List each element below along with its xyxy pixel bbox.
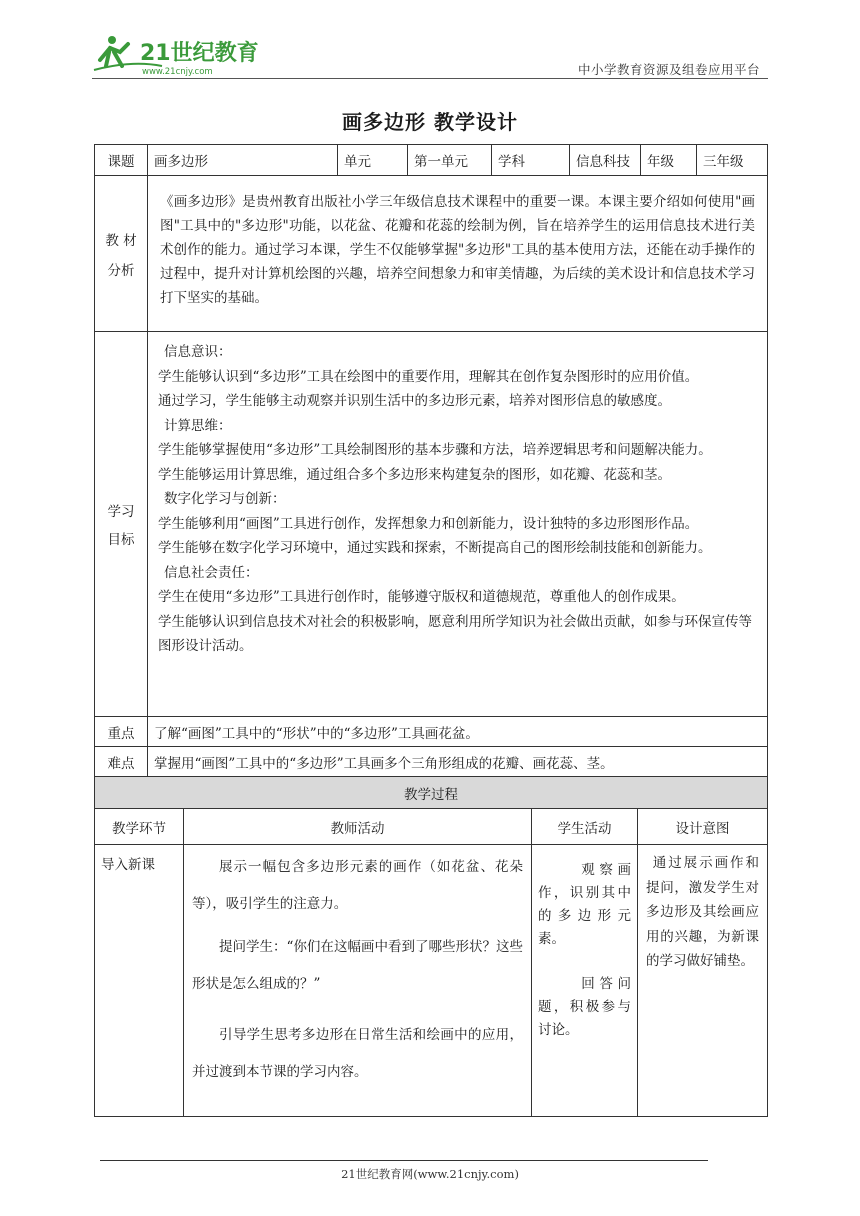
analysis-label: 教 材 分析 [95, 176, 148, 332]
teacher-activity-cell [184, 845, 532, 1117]
svg-text:21世纪教育: 21世纪教育 [140, 41, 259, 66]
difficulty-text: 掌握用“画图”工具中的“多边形”工具画多个三角形组成的花瓣、画花蕊、茎。 [148, 747, 768, 777]
table-row [95, 845, 768, 1117]
teacher-activity-1: 展示一幅包含多边形元素的画作（如花盆、花朵等），吸引学生的注意力。 [192, 859, 523, 912]
student-activity-cell [532, 845, 638, 1117]
subject-label: 学科 [492, 145, 570, 176]
unit-value: 第一单元 [408, 145, 492, 176]
col-header-teacher: 教师活动 [184, 809, 532, 845]
col-header-stage: 教学环节 [95, 809, 184, 845]
objective-item: 学生能够在数字化学习环境中，通过实践和探索，不断提高自己的图形绘制技能和创新能力。 [158, 540, 712, 556]
header-divider [92, 78, 768, 79]
objective-heading: 信息社会责任： [164, 564, 259, 581]
objective-item: 学生能够认识到“多边形”工具在绘图中的重要作用，理解其在创作复杂图形时的应用价值。 [158, 368, 699, 385]
objective-item: 学生能够运用计算思维，通过组合多个多边形来构建复杂的图形，如花瓣、花蕊和茎。 [158, 466, 671, 483]
difficulty-label: 难点 [95, 747, 148, 777]
objective-heading: 信息意识： [164, 344, 232, 360]
col-header-design: 设计意图 [638, 809, 768, 845]
footer-text: 21世纪教育网(www.21cnjy.com) [341, 1167, 519, 1181]
key-point-text: 了解“画图”工具中的“形状”中的“多边形”工具画花盆。 [148, 717, 768, 747]
topic-label: 课题 [95, 145, 148, 176]
document-title: 画多边形 教学设计 [342, 110, 518, 134]
objective-heading: 数字化学习与创新： [164, 491, 286, 507]
key-point-label: 重点 [95, 717, 148, 747]
objectives-list [154, 332, 761, 663]
objective-item: 通过学习，学生能够主动观察并识别生活中的多边形元素，培养对图形信息的敏感度。 [158, 393, 671, 409]
subject-value: 信息科技 [570, 145, 641, 176]
teacher-activity-3: 引导学生思考多边形在日常生活和绘画中的应用，并过渡到本节课的学习内容。 [192, 1027, 523, 1080]
objective-heading: 计算思维： [164, 417, 232, 434]
footer-divider [100, 1160, 708, 1161]
objectives-label: 学习 目标 [95, 332, 148, 717]
analysis-text: 《画多边形》是贵州教育出版社小学三年级信息技术课程中的重要一课。本课主要介绍如何使用"画图"工具中的"多边形"功能，以花盆、花瓣和花蕊的绘制为例，旨在培养学生的运用信息技术进行美术创作的能力。通过学习本课，学生不仅能够掌握"多边形"工具的基本使用方法，还能在动手操作的过程中，提升对计算机绘图的兴趣，培养空间想象力和审美情趣，为后续的美术设计和信息技术学习打下坚实的基础。 [160, 194, 755, 306]
unit-label: 单元 [338, 145, 408, 176]
lesson-info-table [94, 144, 768, 777]
design-intent-cell [638, 845, 768, 1117]
student-activity-1: 观察画作，识别其中的多边形元素。 [538, 862, 631, 947]
col-header-student: 学生活动 [532, 809, 638, 845]
runner-logo-icon [92, 30, 262, 78]
platform-name: 中小学教育资源及组卷应用平台 [577, 62, 760, 77]
stage-cell: 导入新课 [95, 845, 184, 1117]
page-header [92, 30, 768, 82]
design-intent-text: 通过展示画作和提问，激发学生对多边形及其绘画应用的兴趣，为新课的学习做好铺垫。 [646, 855, 759, 969]
objective-item: 学生能够掌握使用“多边形”工具绘制图形的基本步骤和方法，培养逻辑思考和问题解决能力。 [158, 442, 712, 458]
objective-item: 学生能够利用“画图”工具进行创作，发挥想象力和创新能力，设计独特的多边形图形作品。 [158, 515, 699, 532]
objectives-cell [148, 332, 768, 717]
student-activity-2: 回答问题，积极参与讨论。 [538, 976, 631, 1038]
teaching-process-table [94, 776, 768, 1117]
logo [92, 30, 262, 78]
topic-value: 画多边形 [148, 145, 338, 176]
svg-text:www.21cnjy.com: www.21cnjy.com [142, 67, 213, 77]
grade-value: 三年级 [697, 145, 768, 176]
teacher-activity-2: 提问学生：“你们在这幅画中看到了哪些形状？这些形状是怎么组成的？” [192, 939, 523, 992]
analysis-cell [148, 176, 768, 332]
objective-item: 学生能够认识到信息技术对社会的积极影响，愿意利用所学知识为社会做出贡献，如参与环保宣传等图形设计活动。 [158, 613, 752, 654]
process-title: 教学过程 [95, 777, 768, 809]
grade-label: 年级 [641, 145, 697, 176]
objective-item: 学生在使用“多边形”工具进行创作时，能够遵守版权和道德规范，尊重他人的创作成果。 [158, 589, 685, 605]
